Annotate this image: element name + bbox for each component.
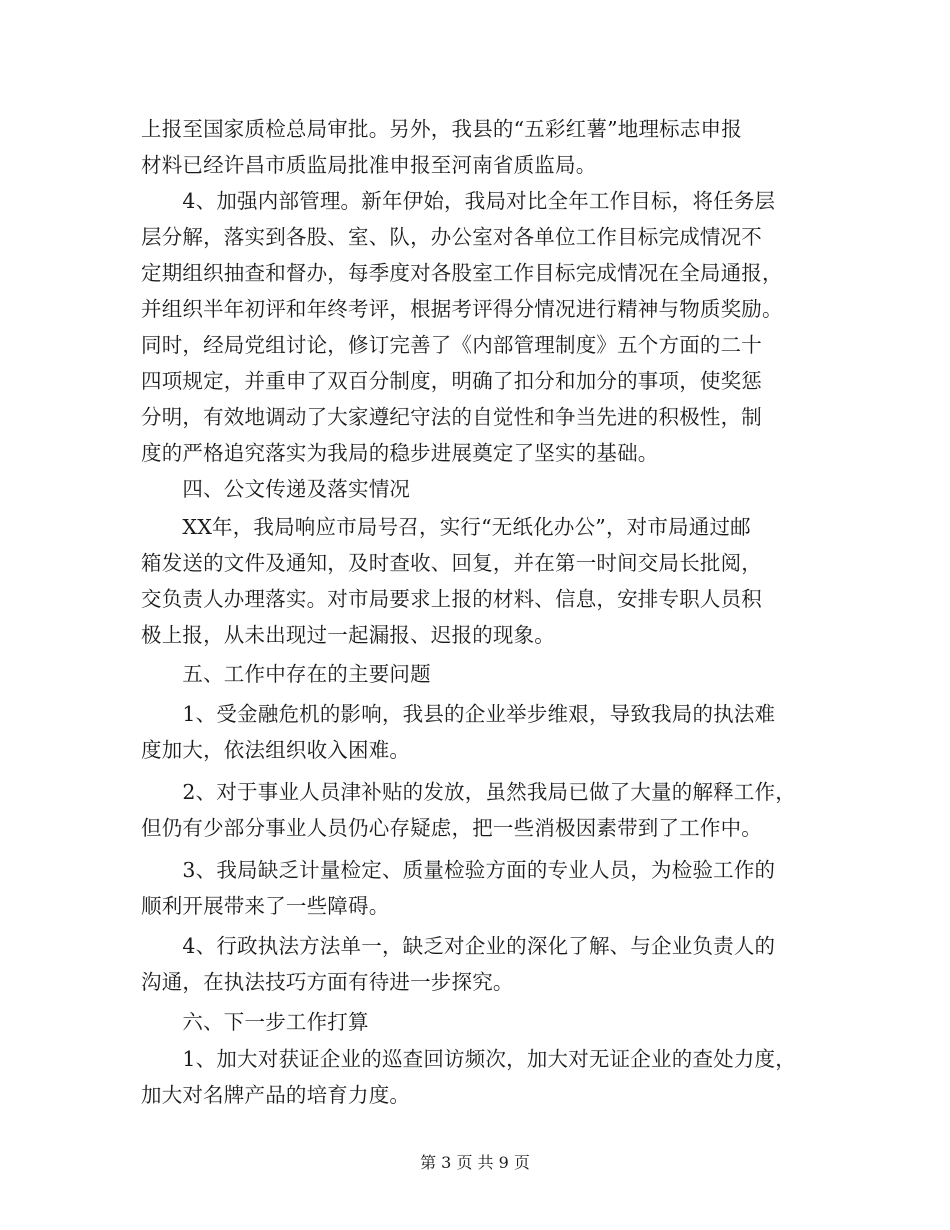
body-text-line: 加大对名牌产品的培育力度。 (141, 1083, 411, 1107)
body-text-line: 同时，经局党组讨论，修订完善了《内部管理制度》五个方面的二十 (141, 333, 762, 357)
body-text-line: 并组织半年初评和年终考评，根据考评得分情况进行精神与物质奖励。 (141, 297, 783, 321)
body-text-line: 上报至国家质检总局审批。另外，我县的“五彩红薯”地理标志申报 (141, 117, 742, 141)
body-text-line: 度加大，依法组织收入困难。 (141, 738, 411, 762)
section-heading: 五、工作中存在的主要问题 (141, 662, 431, 686)
body-text-line: 1、受金融危机的影响，我县的企业举步维艰，导致我局的执法难 (141, 702, 776, 726)
body-text-line: XX年，我局响应市局号召，实行“无纸化办公”，对市局通过邮 (141, 515, 751, 539)
body-text-line: 箱发送的文件及通知，及时查收、回复，并在第一时间交局长批阅， (141, 551, 762, 575)
body-text-line: 度的严格追究落实为我局的稳步进展奠定了坚实的基础。 (141, 441, 659, 465)
body-text-line: 交负责人办理落实。对市局要求上报的材料、信息，安排专职人员积 (141, 587, 762, 611)
body-text-line: 定期组织抽查和督办，每季度对各股室工作目标完成情况在全局通报， (141, 261, 783, 285)
body-text-line: 顺利开展带来了一些障碍。 (141, 894, 390, 918)
body-text-line: 4、加强内部管理。新年伊始，我局对比全年工作目标，将任务层 (141, 189, 776, 213)
body-text-line: 材料已经许昌市质监局批准申报至河南省质监局。 (141, 153, 597, 177)
body-text-line: 但仍有少部分事业人员仍心存疑虑，把一些消极因素带到了工作中。 (141, 816, 762, 840)
body-text-line: 极上报，从未出现过一起漏报、迟报的现象。 (141, 623, 555, 647)
section-heading: 六、下一步工作打算 (141, 1010, 369, 1034)
body-text-line: 沟通，在执法技巧方面有待进一步探究。 (141, 970, 514, 994)
body-text-line: 1、加大对获证企业的巡查回访频次，加大对无证企业的查处力度， (141, 1047, 796, 1071)
body-text-line: 3、我局缺乏计量检定、质量检验方面的专业人员，为检验工作的 (141, 858, 776, 882)
section-heading: 四、公文传递及落实情况 (141, 477, 411, 501)
body-text-line: 四项规定，并重申了双百分制度，明确了扣分和加分的事项，使奖惩 (141, 369, 762, 393)
body-text-line: 层分解，落实到各股、室、队，办公室对各单位工作目标完成情况不 (141, 225, 762, 249)
body-text-line: 分明，有效地调动了大家遵纪守法的自觉性和争当先进的积极性，制 (141, 405, 762, 429)
page-footer: 第 3 页 共 9 页 (420, 1153, 530, 1172)
body-text-line: 2、对于事业人员津补贴的发放，虽然我局已做了大量的解释工作， (141, 780, 796, 804)
body-text-line: 4、行政执法方法单一，缺乏对企业的深化了解、与企业负责人的 (141, 934, 776, 958)
